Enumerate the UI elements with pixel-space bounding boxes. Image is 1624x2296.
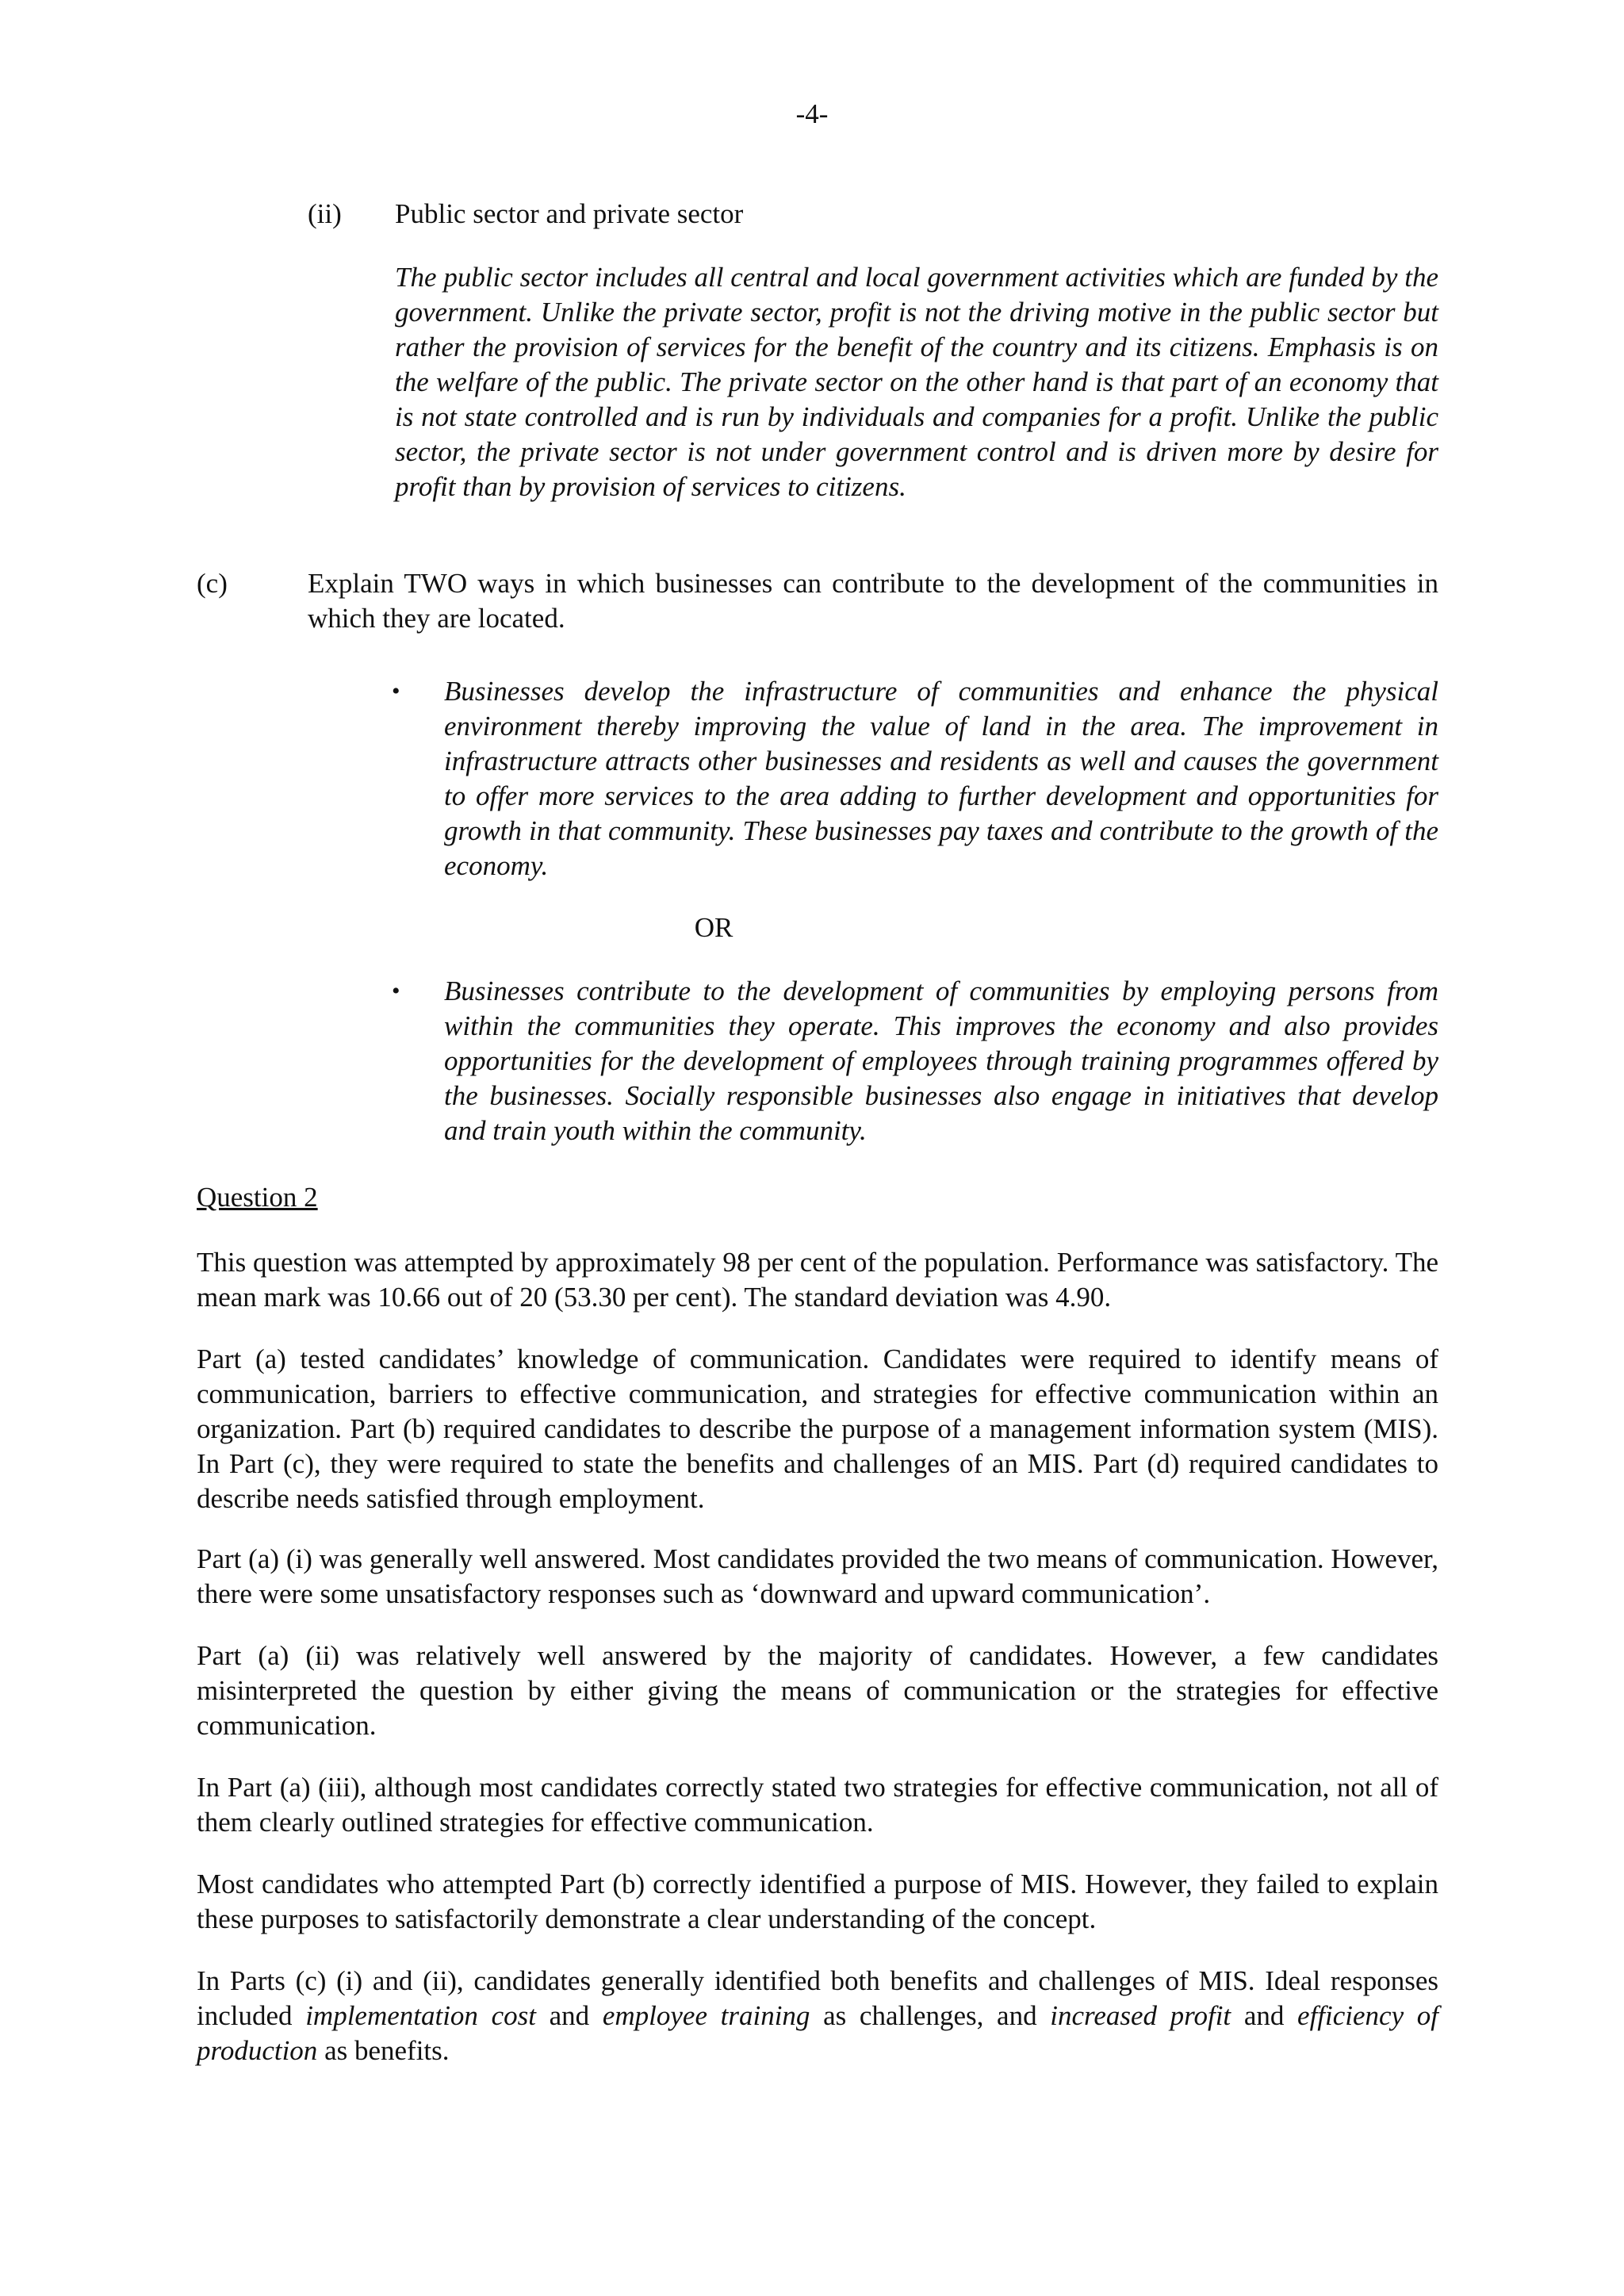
paragraph: Part (a) (ii) was relatively well answered by the majority of candidates. However, a few candidates misinterpreted the question by either giving the means of communication or the strategies for effective communication. <box>197 1640 1438 1741</box>
paragraph: Most candidates who attempted Part (b) correctly identified a purpose of MIS. However, they failed to explain these purposes to satisfactorily demonstrate a clear understanding of the concept. <box>197 1869 1438 1934</box>
paragraph-text: as challenges, and <box>810 2000 1051 2031</box>
answer-bullet-2: Businesses contribute to the development of communities by employing persons from within the communities they operate. This improves the economy and also provides opportunities for the development of employees through training programmes offered by the businesses. Socially responsible businesses also engage in initiatives that develop and train youth within the community. <box>444 976 1438 1146</box>
answer-bullet-1: Businesses develop the infrastructure of communities and enhance the physical environment thereby improving the value of land in the area. The improvement in infrastructure attracts other businesses and residents as well and causes the government to offer more services to the area adding to further development and opportunities for growth in that community. These businesses pay taxes and contribute to the growth of the economy. <box>444 676 1438 881</box>
paragraph-text: and <box>535 2000 603 2031</box>
emphasis-text: employee training <box>602 2000 810 2031</box>
part-c-label: (c) <box>197 568 228 599</box>
paragraph-text: as benefits. <box>317 2035 450 2066</box>
page-number: -4- <box>795 98 829 129</box>
emphasis-text: implementation cost <box>305 2000 536 2031</box>
paragraph: Part (a) (i) was generally well answered. Most candidates provided the two means of communication. However, there were some unsatisfactory responses such as ‘downward and upward communication’. <box>197 1543 1438 1609</box>
question-heading: Question 2 <box>197 1182 318 1213</box>
sub-item-answer: The public sector includes all central and local government activities which are funded by the government. Unlike the private sector, profit is not the driving motive in the public sector but rather the provision of services for the benefit of the country and its citizens. Emphasis is on the welfare of the public. The private sector on the other hand is that part of an economy that is not state controlled and is run by individuals and companies for a profit. Unlike the public sector, the private sector is not under government control and is driven more by desire for profit than by provision of services to citizens. <box>395 262 1438 502</box>
paragraph: This question was attempted by approximately 98 per cent of the population. Performance was satisfactory. The mean mark was 10.66 out of 20 (53.30 per cent). The standard deviation was 4.90. <box>197 1247 1438 1313</box>
or-separator: OR <box>694 912 733 943</box>
sub-item-heading: Public sector and private sector <box>395 198 744 229</box>
emphasis-text: increased profit <box>1050 2000 1231 2031</box>
paragraph: In Part (a) (iii), although most candidates correctly stated two strategies for effective communication, not all of them clearly outlined strategies for effective communication. <box>197 1772 1438 1838</box>
paragraph-text: In Parts (c) (i) and (ii), candidates generally identified both benefits and challenges of MIS. Ideal responses included <box>197 1965 1438 2031</box>
bullet-dot: • <box>392 978 400 1004</box>
paragraph-text: and <box>1231 2000 1298 2031</box>
emphasis-text: efficiency of production <box>197 2000 1438 2066</box>
sub-item-label: (ii) <box>308 198 342 229</box>
paragraph <box>197 1964 1438 2068</box>
paragraph: Part (a) tested candidates’ knowledge of communication. Candidates were required to identify means of communication, barriers to effective communication, and strategies for effective communication within an organization. Part (b) required candidates to describe the purpose of a management information system (MIS). In Part (c), they were required to state the benefits and challenges of an MIS. Part (d) required candidates to describe needs satisfied through employment. <box>197 1343 1438 1514</box>
part-c-question: Explain TWO ways in which businesses can contribute to the development of the communities in which they are located. <box>308 568 1438 634</box>
bullet-dot: • <box>392 678 400 704</box>
